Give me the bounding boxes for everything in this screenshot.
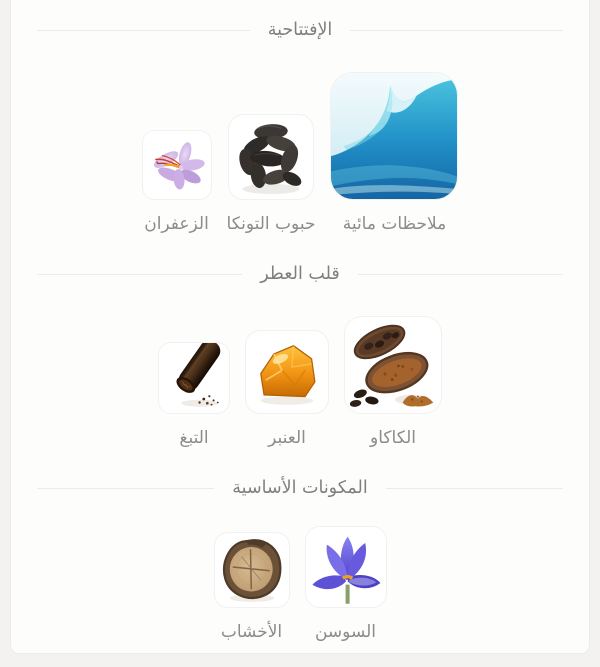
ingredient-tile-cocoa-pod[interactable]	[344, 316, 442, 414]
section-title-row	[11, 18, 589, 42]
ingredient-tile-tonka-beans[interactable]	[228, 114, 314, 200]
ingredient-tile-wood-log[interactable]	[214, 532, 290, 608]
sections-container	[11, 18, 589, 644]
ingredient-label: الكاكاو	[370, 428, 416, 448]
divider-line	[37, 488, 214, 489]
ingredient-item[interactable]	[305, 526, 387, 644]
ingredient-tile-tobacco-roll[interactable]	[158, 342, 230, 414]
saffron-flower-icon	[143, 131, 211, 199]
divider-line	[358, 274, 563, 275]
ingredient-label: الأخشاب	[220, 622, 283, 642]
tonka-beans-icon	[229, 115, 313, 199]
items-row	[11, 526, 589, 644]
ingredient-tile-saffron-flower[interactable]	[142, 130, 212, 200]
ingredient-item[interactable]	[158, 342, 230, 450]
ingredient-tile-water-wave[interactable]	[330, 72, 458, 200]
amber-resin-icon	[246, 331, 328, 413]
ingredient-label: التبغ	[179, 428, 209, 448]
items-row	[11, 72, 589, 236]
section-title: قلب العطر	[260, 264, 340, 284]
section-title-row	[11, 476, 589, 500]
section-title: المكونات الأساسية	[232, 478, 368, 498]
ingredient-label: ملاحظات مائية	[342, 214, 447, 234]
iris-flower-icon	[306, 527, 386, 607]
ingredient-item[interactable]	[227, 114, 316, 236]
tobacco-roll-icon	[159, 343, 229, 413]
notes-section	[11, 262, 589, 450]
ingredient-label: الزعفران	[144, 214, 209, 234]
ingredient-item[interactable]	[330, 72, 458, 236]
divider-line	[350, 30, 563, 31]
perfume-notes-card	[11, 0, 589, 653]
water-wave-icon	[331, 73, 457, 199]
ingredient-item[interactable]	[245, 330, 329, 450]
ingredient-label: العنبر	[268, 428, 306, 448]
cocoa-pod-icon	[345, 317, 441, 413]
ingredient-item[interactable]	[142, 130, 212, 236]
items-row	[11, 316, 589, 450]
divider-line	[37, 274, 242, 275]
notes-section	[11, 18, 589, 236]
divider-line	[37, 30, 250, 31]
notes-section	[11, 476, 589, 644]
ingredient-tile-amber-resin[interactable]	[245, 330, 329, 414]
ingredient-item[interactable]	[214, 532, 290, 644]
ingredient-label: السوسن	[314, 622, 377, 642]
ingredient-item[interactable]	[344, 316, 442, 450]
divider-line	[386, 488, 563, 489]
section-title: الإفتتاحية	[267, 20, 333, 40]
wood-log-icon	[215, 533, 289, 607]
ingredient-label: حبوب التونكا	[226, 214, 316, 234]
section-title-row	[11, 262, 589, 286]
ingredient-tile-iris-flower[interactable]	[305, 526, 387, 608]
